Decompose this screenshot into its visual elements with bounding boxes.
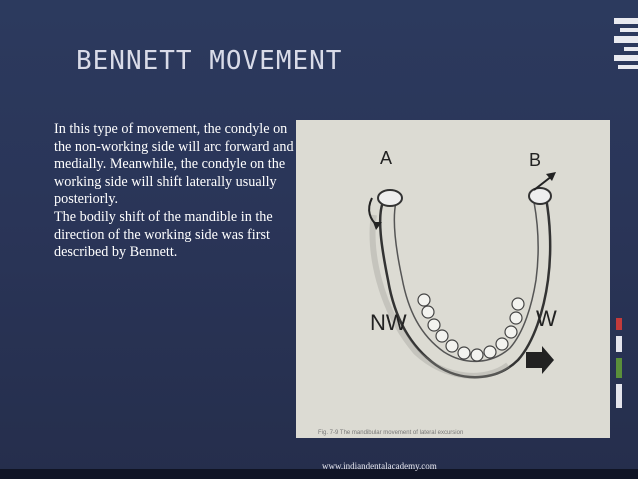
decorative-side-bars	[616, 318, 626, 414]
bottom-band	[0, 469, 638, 479]
label-nw: NW	[370, 310, 407, 335]
footer-url: www.indiandentalacademy.com	[322, 461, 437, 471]
paragraph-1: In this type of movement, the condyle on the non-working side will arc forward and medially. Meanwhile, the condyle on the working side will shift laterally usually posteriorly.	[54, 121, 294, 208]
label-a: A	[380, 148, 393, 168]
slide-body	[54, 121, 294, 262]
label-w: W	[536, 306, 557, 331]
page-title: BENNETT MOVEMENT	[76, 46, 343, 76]
label-b: B	[529, 150, 542, 170]
figure-caption: Fig. 7-9 The mandibular movement of lateral excursion	[318, 430, 464, 436]
mandible-figure	[296, 120, 610, 438]
paragraph-2: The bodily shift of the mandible in the direction of the working side was first described by Bennett.	[54, 208, 273, 261]
mandible-diagram	[296, 120, 610, 438]
decorative-stripes	[614, 18, 638, 73]
